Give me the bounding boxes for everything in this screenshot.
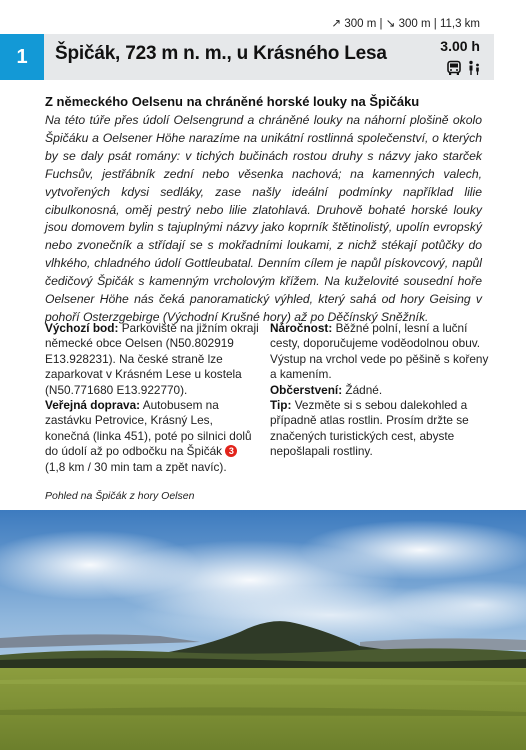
start-label: Výchozí bod:	[45, 321, 119, 335]
waypoint-badge: 3	[225, 445, 237, 457]
route-header	[0, 34, 494, 80]
difficulty	[270, 321, 490, 383]
photo-caption: Pohled na Špičák z hory Oelsen	[45, 490, 195, 502]
transport-text: Autobusem na zastávku Petrovice, Krásný Les, konečná (linka 451), poté po silnici dolů do údolí až po odbočku na Špičák	[45, 398, 252, 459]
info-left-column	[45, 321, 259, 475]
bus-icon	[446, 60, 462, 76]
transport-label: Veřejná doprava:	[45, 398, 141, 413]
difficulty-label: Náročnost:	[270, 321, 333, 335]
public-transport	[45, 398, 259, 475]
difficulty-text: Běžné polní, lesní a luční cesty, doporučujeme voděodolnou obuv. Výstup na vrchol vede po pěšině s kořeny a kamením.	[270, 321, 489, 382]
tip-text: Vezměte si s sebou dalekohled a případně atlas rostlin. Prosím držte se značených turistických cest, abyste nepošlapali rostliny.	[270, 398, 469, 459]
transport-extra: (1,8 km / 30 min tam a zpět navíc).	[45, 459, 227, 474]
hikers-icon	[466, 60, 482, 76]
intro-text: Na této túře přes údolí Oelsengrund a chráněné louky na náhorní plošině okolo Špičáku a Oelsener Höhe narazíme na unikátní rostlinná společenství, o kterých by se daly psát romány: v tichých bučinách rostou druhy s názvy jako starček Fuchsův, jestřábník zední nebo věsenka nachová; na kamenných valech, vytvořených kdysi sedláky, zase našly ideální podmínky například lilie cibulkonosná, oměj pestrý nebo lilie zlatohlavá. Druhově bohaté horské louky jsou domovem bylin s tajuplnými názvy jako koprník štětinolistý, upolín evropský nebo zvonečník a střídají se s mokřadními loukami, z nichž stékají potůčky do vlhkého, chladného údolí Gottleubatal. Denním cílem je napůl pískovcový, napůl čedičový Špičák s kamenným vrcholovým křížem. Na kuželovité sousední hoře Oelsener Höhe nás čeká panoramatický výhled, který sahá od hory Geising v pohoří Osterzgebirge (Východní Krušné hory) až po Děčínský Sněžník.	[45, 113, 482, 324]
route-title: Špičák, 723 m n. m., u Krásného Lesa	[55, 43, 387, 64]
tip	[270, 398, 490, 460]
info-right-column	[270, 321, 490, 460]
refreshments	[270, 383, 490, 398]
stats-separator: |	[379, 18, 383, 30]
route-icons	[446, 60, 482, 76]
food-text: Žádné.	[345, 382, 383, 397]
route-duration: 3.00 h	[440, 38, 480, 54]
landscape-photo	[0, 510, 526, 750]
section-heading: Z německého Oelsenu na chráněné horské louky na Špičáku	[45, 94, 420, 109]
stats-separator: |	[433, 18, 437, 30]
food-label: Občerstvení:	[270, 382, 343, 397]
descent-value: 300 m	[398, 18, 431, 30]
route-number: 1	[0, 34, 44, 80]
ascent-value: 300 m	[344, 18, 377, 30]
descent-icon: ↘	[385, 18, 396, 30]
tip-label: Tip:	[270, 398, 292, 413]
route-stats	[332, 16, 481, 30]
ascent-icon: ↗	[331, 18, 342, 30]
start-text: Parkoviště na jižním okraji německé obce Oelsen (N50.802919 E13.928231). Na české straně lze zaparkovat v Krásném Lese u kostela (N50.771680 E13.922770).	[45, 321, 259, 397]
start-point	[45, 321, 259, 398]
distance-value: 11,3 km	[439, 18, 480, 30]
